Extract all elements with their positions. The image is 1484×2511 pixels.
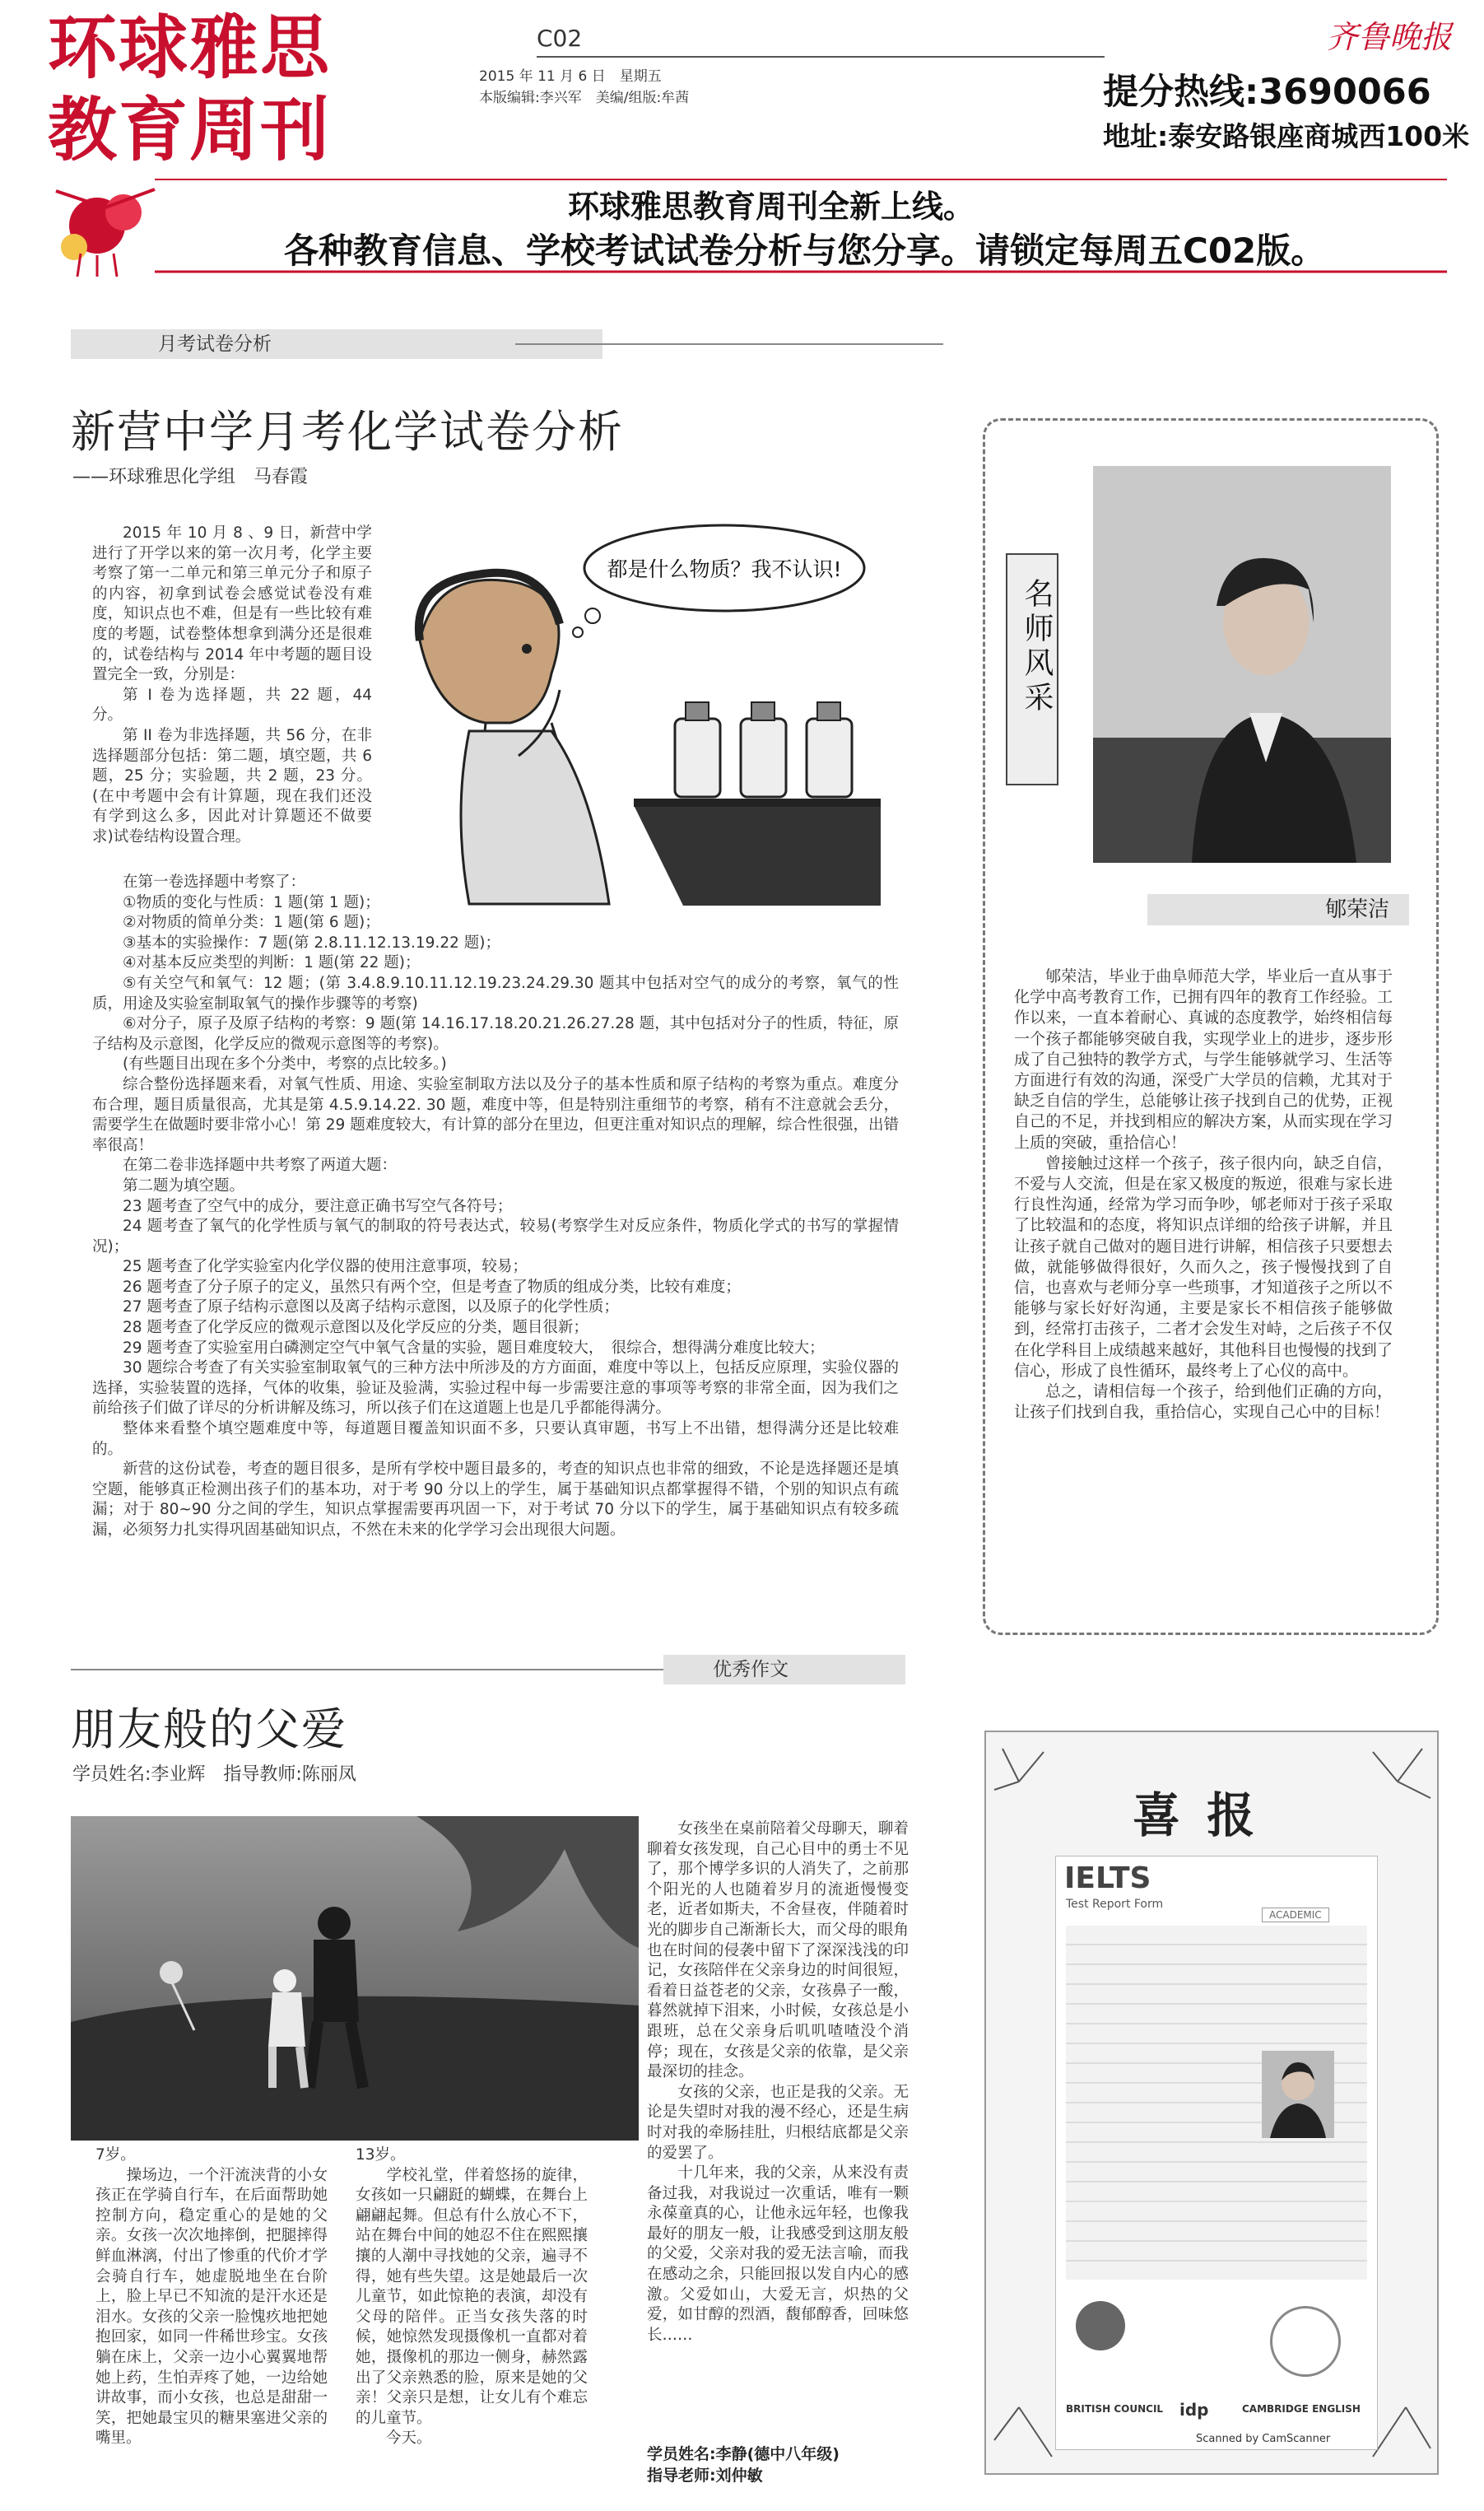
article1-para: 27 题考查了原子结构示意图以及离子结构示意图，以及原子的化学性质； [123,1298,619,1316]
article1-para: 26 题考查了分子原子的定义，虽然只有两个空，但是考查了物质的组成分类，比较有难度； [123,1278,741,1296]
article1-para: 第 II 卷为非选择题，共 56 分，在非选择题部分包括：第二题，填空题，共 6 题，25 分；实验题，共 2 题，23 分。(在中考题中会有计算题，现在我们还没有学到这么多，因此对计算题还不做要求)试卷结构设置合理。 [92,726,372,846]
reagent-bottles-icon [675,702,852,797]
teacher-label-box [1006,553,1058,785]
essay-signature [647,2443,840,2486]
article1-para: 在第二卷非选择题中共考察了两道大题： [123,1157,398,1175]
banner-line1: 环球雅思教育周刊全新上线。 [568,189,975,225]
dateline [479,66,689,109]
xibao-title: 喜 报 [1133,1787,1260,1843]
logo-cambridge: CAMBRIDGE ENGLISH [1242,2403,1361,2415]
article1-para: 28 题考查了化学反应的微观示意图以及化学反应的分类，题目很新； [123,1319,588,1337]
article1-para: ④对基本反应类型的判断：1 题(第 22 题)； [123,954,421,972]
essay-column-2: 13岁。 学校礼堂，伴着悠扬的旋律，女孩如一只翩跹的蝴蝶，在舞台上翩翩起舞。但总有什么放心不下，站在舞台中间的她忍不住在熙熙攘攘的人潮中寻找她的父亲，遍寻不得，她有些失望。这是她最后一次儿童节，如此惊艳的表演，却没有父母的陪伴。正当女孩失落的时候，她惊然发现摄像机一直都对着她，摄像机的那边一侧身，赫然露出了父亲熟悉的脸，原来是她的父亲！父亲只是想，让女儿有个难忘的儿童节。 今天。 [356,2146,588,2448]
banner-line2: 各种教育信息、学校考试试卷分析与您分享。请锁定每周五C02版。 [284,231,1326,271]
ielts-logo: IELTS [1064,1861,1151,1895]
teacher-bio-para: 郇荣洁，毕业于曲阜师范大学，毕业后一直从事于化学中高考教育工作，已拥有四年的教育工作经验。工作以来，一直本着耐心、真诚的态度教学，始终相信每一个孩子都能够突破自我，实现学业上的进步，逐步形成了自己独特的教学方式，与学生能够就学习、生活等方面进行有效的沟通，深受广大学员的信赖，尤其对于缺乏自信的学生，总能够让孩子找到自己的优势，正视自己的不足，并找到相应的解决方案，从而实现在学习上质的突破，重拾信心！ [1014,967,1393,1152]
article1-para: 23 题考查了空气中的成分，要注意正确书写空气各符号； [123,1197,513,1215]
article1-para: 25 题考查了化学实验室内化学仪器的使用注意事项，较易； [123,1258,528,1276]
article1-para: 24 题考查了氧气的化学性质与氧气的制取的符号表达式，较易(考察学生对反应条件，物质化学式的书写的掌握情况)； [92,1218,899,1256]
article1-para: 第二题为填空题。 [123,1176,245,1195]
article1-byline: ——环球雅思化学组 马春霞 [72,467,309,487]
article1-intro-text: 2015 年 10 月 8 、9 日，新营中学进行了开学以来的第一次月考，化学主要考察了第一二单元和第三单元分子和原子的内容，初拿到试卷会感觉试卷没有难度，知识点也不难，但是有一些比较有难度的考题，试卷整体想拿到满分还是很难的，试卷结构与 2014 年中考题的题目设置完全一致，分别是： [92,524,372,684]
teacher-bio [1014,967,1393,1423]
essay-teacher: 指导老师:刘仲敏 [647,2467,763,2485]
editors: 本版编辑:李兴军 美编/组版:牟茜 [479,90,690,106]
issue-date: 2015 年 11 月 6 日 星期五 [479,68,662,85]
portrait-icon [1262,2051,1334,2138]
essay-column-3: 女孩坐在桌前陪着父母聊天，聊着聊着女孩发现，自己心目中的勇士不见了，那个博学多识的人消失了，之前那个阳光的人也随着岁月的流逝慢慢变老，近者如斯夫，不舍昼夜，伴随着时光的脚步自己渐渐长大，而父母的眼角也在时间的侵袭中留下了深深浅浅的印记，女孩陪伴在父亲身边的时间很短，看着日益苍老的父亲，女孩鼻子一酸，暮然就掉下泪来，小时候，女孩总是小跟班，总在父亲身后叽叽喳喳没个消停；现在，女孩是父亲的依靠，是父亲最深切的挂念。 女孩的父亲，也正是我的父亲。无论是失望时对我的漫不经心，还是生病时对我的牵肠挂肚，归根结底都是父亲的爱罢了。 十几年来，我的父亲，从来没有责备过我，对我说过一次重话，唯有一颗永葆童真的心，让他永远年轻，也像我最好的朋友一般，让我感受到这朋友般的父爱，父亲对我的爱无法言喻，而我在感动之余，只能回报以发自内心的感激。父爱如山，大爱无言，炽热的父爱，如甘醇的烈酒，馥郁醇香，回味悠长…… [647,1820,909,2344]
article2-title: 朋友般的父爱 [71,1703,347,1755]
section-tag-essay: 优秀作文 [663,1655,905,1684]
teacher-bio-para: 曾接触过这样一个孩子，孩子很内向，缺乏自信，不爱与人交流，但是在家又极度的叛逆，很难与家长进行良性沟通，经常为学习而争吵，郇老师对于孩子采取了比较温和的态度，将知识点详细的给孩子讲解，并且让孩子就自己做对的题目进行讲解，相信孩子只要想去做，就能够做得很好，久而久之，孩子慢慢找到了自信，也喜欢与老师分享一些琐事，才知道孩子之所以不能够与家长好好沟通，主要是家长不相信孩子能够做到，经常打击孩子，二者才会发生对峙，之后孩子不仅在化学科目上成绩越来越好，其他科目也慢慢的找到了信心，形成了良性循环，最终考上了心仪的高中。 [1014,1153,1393,1380]
masthead [48,7,331,171]
masthead-line2: 教育周刊 [48,90,332,170]
article1-para: 整体来看整个填空题难度中等，每道题目覆盖知识面不多，只要认真审题，书写上不出错，想得满分还是比较难的。 [92,1420,899,1458]
teacher-name-caption: 郇荣洁 [1147,894,1409,925]
article1-para: ⑥对分子，原子及原子结构的考察：9 题(第 14.16.17.18.20.21.26.27.28 题，其中包括对分子的性质，特征，原子结构及示意图，化学反应的微观示意图等的考察)。 [92,1015,899,1053]
idp-seal-icon [1076,2301,1125,2350]
ielts-form-subtitle: Test Report Form [1066,1898,1164,1911]
speech-bubble-icon [573,525,864,637]
lantern-decoration-icon [56,189,155,277]
student-figure-icon [419,573,609,904]
section-tag-exam: 月考试卷分析 [71,329,602,359]
article1-para: 30 题综合考查了有关实验室制取氧气的三种方法中所涉及的方方面面，难度中等以上，包括反应原理，实验仪器的选择，实验装置的选择，气体的收集，验证及验满，实验过程中每一步需要注意的事项等考察的非常全面，因为我们之前给孩子们做了详尽的分析讲解及练习，所以孩子们在这道题上也是几乎都能得满分。 [92,1359,899,1418]
header-rule [537,56,1105,58]
article1-para: ②对物质的简单分类：1 题(第 6 题)； [123,914,380,932]
essay-student: 学员姓名:李静(德中八年级) [647,2445,840,2463]
hotline: 提分热线:3690066 [1103,72,1431,113]
article1-para: 新营的这份试卷，考查的题目很多，是所有学校中题目最多的，考查的知识点也非常的细致，不论是选择题还是填空题，能够真正检测出孩子们的基本功，对于考 90 分以上的学生，属于基础知识点都掌握得不错，个别的知识点有疏漏；对于 80~90 分之间的学生，知识点掌握需要再巩固一下，对于考试 70 分以下的学生，属于基础知识点有较多疏漏，必须努力扎实得巩固基础知识点，不然在未来的化学学习会出现很大问题。 [92,1460,899,1539]
section-rule [71,1669,663,1670]
logo-british-council: BRITISH COUNCIL [1066,2403,1164,2415]
xibao-box [984,1731,1439,2475]
article1-para: (有些题目出现在多个分类中，考察的点比较多。) [123,1055,447,1074]
teacher-photo [1093,466,1391,863]
cartoon-illustration [387,517,881,906]
logo-idp: idp [1179,2400,1209,2420]
article1-para: ①物质的变化与性质：1 题(第 1 题)； [123,893,380,911]
teacher-vertical-label: 名师风采 [1020,578,1054,716]
article1-para: 在第一卷选择题中考察了： [123,873,306,891]
article1-body [92,873,899,1541]
section-rule [515,343,943,345]
teacher-bio-para: 总之，请相信每一个孩子，给到他们正确的方向，让孩子们找到自我，重拾信心，实现自己心中的目标！ [1014,1382,1393,1422]
article1-para: 综合整份选择题来看，对氧气性质、用途、实验室制取方法以及分子的基本性质和原子结构的考察为重点。难度分布合理，题目质量很高，尤其是第 4.5.9.14.22. 30 题，难度中等，但是特别注重细节的考察，稍有不注意就会丢分，需要学生在做题时要非常小心！第 29 题难度较大，有计算的部分在里边，但更注重对知识点的理解，综合性很强，出错率很高！ [92,1075,899,1154]
article1-intro [92,524,372,848]
paper-logo: 齐鲁晚报 [1327,19,1453,55]
page-code: C02 [537,25,583,52]
article2-byline: 学员姓名:李业辉 指导教师:陈丽凤 [72,1764,356,1785]
official-stamp-icon [1270,2306,1341,2377]
article1-title: 新营中学月考化学试卷分析 [71,406,624,458]
article1-para: 29 题考查了实验室用白磷测定空气中氧气含量的实验，题目难度较大， 很综合，想得满分难度比较大； [123,1339,825,1357]
article1-para: ⑤有关空气和氧气：12 题；(第 3.4.8.9.10.11.12.19.23.24.29.30 题其中包括对空气的成分的考察，氧气的性质，用途及实验室制取氧气的操作步骤等的考察) [92,974,899,1013]
masthead-line1: 环球雅思 [48,7,332,88]
candidate-photo [1262,2051,1334,2138]
address: 地址:泰安路银座商城西100米 [1103,120,1470,152]
portrait-icon [1093,466,1391,863]
father-daughter-photo [71,1816,639,2141]
academic-stamp: ACADEMIC [1262,1908,1329,1922]
essay-column-1: 7岁。 操场边，一个汗流浃背的小女孩正在学骑自行车，在后面帮助她控制方向，稳定重心的是她的父亲。女孩一次次地摔倒，把腿摔得鲜血淋漓，付出了惨重的代价才学会骑自行车，她虚脱地坐在台阶上，脸上早已不知流的是汗水还是泪水。女孩的父亲一脸愧疚地把她抱回家，如同一件稀世珍宝。女孩躺在床上，父亲一边小心翼翼地帮她上药，生怕弄疼了她，一边给她讲故事，而小女孩，也总是甜甜一笑，把她最宝贝的糖果塞进父亲的嘴里。 [95,2146,328,2448]
scanner-note: Scanned by CamScanner [1196,2433,1331,2445]
article1-para: 第 I 卷为选择题，共 22 题，44 分。 [92,686,372,724]
article1-para: ③基本的实验操作：7 题(第 2.8.11.12.13.19.22 题)； [123,934,500,952]
ielts-report [1055,1856,1378,2450]
cartoon-bubble-text: 都是什么物质？我不认识! [607,557,842,581]
